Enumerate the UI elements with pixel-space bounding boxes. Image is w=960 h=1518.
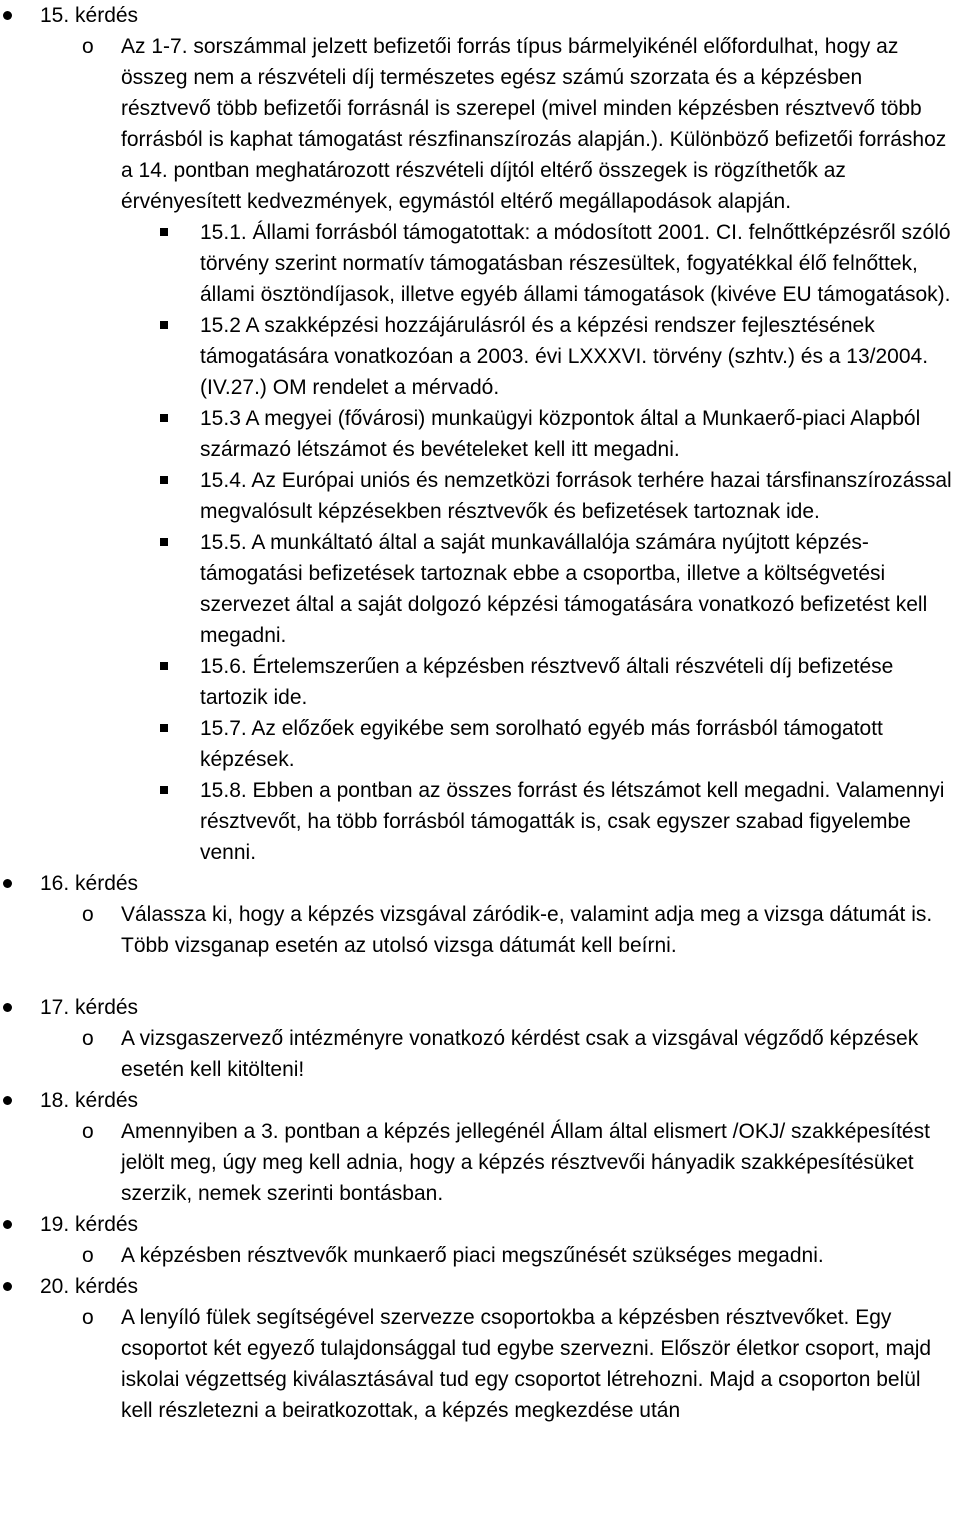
circle-marker-icon: o [82, 1027, 94, 1050]
question-19-title: 19. kérdés [40, 1213, 139, 1236]
square-bullet-icon [160, 786, 168, 794]
list-item [0, 217, 960, 310]
list-item-text: 15.7. Az előzőek egyikébe sem sorolható egyéb más forrásból támogatott képzések. [200, 717, 883, 771]
question-19-text: A képzésben résztvevők munkaerő piaci megszűnését szükséges megadni. [121, 1244, 824, 1267]
question-16-text: Válassza ki, hogy a képzés vizsgával záródik-e, valamint adja meg a vizsga dátumát is. Több vizsganap esetén az utolsó vizsga dátumát kell beírni. [121, 903, 933, 957]
list-item-text: 15.1. Állami forrásból támogatottak: a módosított 2001. CI. felnőttképzésről szóló törvény szerint normatív támogatásban részesültek, fogyatékkal élő felnőttek, állami ösztöndíjasok, illetve egyéb állami támogatások (kivéve EU támogatások). [200, 221, 951, 306]
question-16-title: 16. kérdés [40, 872, 139, 895]
bullet-icon [3, 1003, 12, 1012]
question-18-paragraph [0, 1116, 960, 1209]
square-bullet-icon [160, 476, 168, 484]
list-item [0, 465, 960, 527]
square-bullet-icon [160, 321, 168, 329]
square-bullet-icon [160, 414, 168, 422]
list-item [0, 775, 960, 868]
bullet-icon [3, 879, 12, 888]
square-bullet-icon [160, 538, 168, 546]
list-item-text: 15.5. A munkáltató által a saját munkavállalója számára nyújtott képzés-támogatási befizetések tartoznak ebbe a csoportba, illetve a költségvetési szervezet által a saját dolgozó képzési támogatására vonatkozó befizetést kell megadni. [200, 531, 928, 647]
question-15-heading [0, 0, 960, 31]
question-18-text: Amennyiben a 3. pontban a képzés jellegénél Állam által elismert /OKJ/ szakképesítést jelölt meg, úgy meg kell adnia, hogy a képzés résztvevői hányadik szakképesítésüket szerzik, nemek szerinti bontásban. [121, 1120, 930, 1205]
question-20-paragraph [0, 1302, 960, 1426]
question-20-title: 20. kérdés [40, 1275, 139, 1298]
circle-marker-icon: o [82, 1244, 94, 1267]
square-bullet-icon [160, 662, 168, 670]
bullet-icon [3, 1096, 12, 1105]
list-item-text: 15.3 A megyei (fővárosi) munkaügyi központok által a Munkaerő-piaci Alapból származó létszámot és bevételeket kell itt megadni. [200, 407, 921, 461]
question-19-paragraph [0, 1240, 960, 1271]
question-15-paragraph [0, 31, 960, 217]
square-bullet-icon [160, 228, 168, 236]
question-17-title: 17. kérdés [40, 996, 139, 1019]
question-17-paragraph [0, 1023, 960, 1085]
list-item-text: 15.4. Az Európai uniós és nemzetközi források terhére hazai társfinanszírozással megvalósult képzésekben résztvevők és befizetések tartoznak ide. [200, 469, 952, 523]
circle-marker-icon: o [82, 35, 94, 58]
bullet-icon [3, 1282, 12, 1291]
list-item [0, 403, 960, 465]
list-item [0, 651, 960, 713]
question-17-text: A vizsgaszervező intézményre vonatkozó kérdést csak a vizsgával végződő képzések esetén kell kitölteni! [121, 1027, 919, 1081]
list-item [0, 310, 960, 403]
bullet-icon [3, 1220, 12, 1229]
list-item-text: 15.8. Ebben a pontban az összes forrást és létszámot kell megadni. Valamennyi résztvevőt, ha több forrásból támogatták is, csak egyszer szabad figyelembe venni. [200, 779, 945, 864]
question-17-heading [0, 992, 960, 1023]
question-18-title: 18. kérdés [40, 1089, 139, 1112]
question-16-heading [0, 868, 960, 899]
question-18-heading [0, 1085, 960, 1116]
circle-marker-icon: o [82, 1306, 94, 1329]
circle-marker-icon: o [82, 1120, 94, 1143]
question-16-paragraph [0, 899, 960, 961]
list-item-text: 15.6. Értelemszerűen a képzésben résztvevő általi részvételi díj befizetése tartozik ide. [200, 655, 894, 709]
question-20-heading [0, 1271, 960, 1302]
list-item [0, 527, 960, 651]
question-19-heading [0, 1209, 960, 1240]
square-bullet-icon [160, 724, 168, 732]
question-20-text: A lenyíló fülek segítségével szervezze csoportokba a képzésben résztvevőket. Egy csoportot két egyező tulajdonsággal tud egybe szervezni. Először életkor csoport, majd iskolai végzettség kiválasztásával tud egy csoportot létrehozni. Majd a csoporton belül kell részletezni a beiratkozottak, a képzés megkezdése után [121, 1306, 932, 1422]
list-item [0, 713, 960, 775]
spacer [0, 961, 960, 992]
question-15-title: 15. kérdés [40, 4, 139, 27]
question-15-text: Az 1-7. sorszámmal jelzett befizetői forrás típus bármelyikénél előfordulhat, hogy az összeg nem a részvételi díj természetes egész számú szorzata és a képzésben résztvevő több befizetői forrásnál is szerepel (mivel minden képzésben résztvevő több forrásból is kaphat támogatást részfinanszírozás alapján.). Különböző befizetői forráshoz a 14. pontban meghatározott részvételi díjtól eltérő összegek is rögzíthetők az érvényesített kedvezmények, egymástól eltérő megállapodások alapján. [121, 35, 947, 213]
circle-marker-icon: o [82, 903, 94, 926]
bullet-icon [3, 11, 12, 20]
list-item-text: 15.2 A szakképzési hozzájárulásról és a képzési rendszer fejlesztésének támogatására vonatkozóan a 2003. évi LXXXVI. törvény (szhtv.) és a 13/2004. (IV.27.) OM rendelet a mérvadó. [200, 314, 929, 399]
